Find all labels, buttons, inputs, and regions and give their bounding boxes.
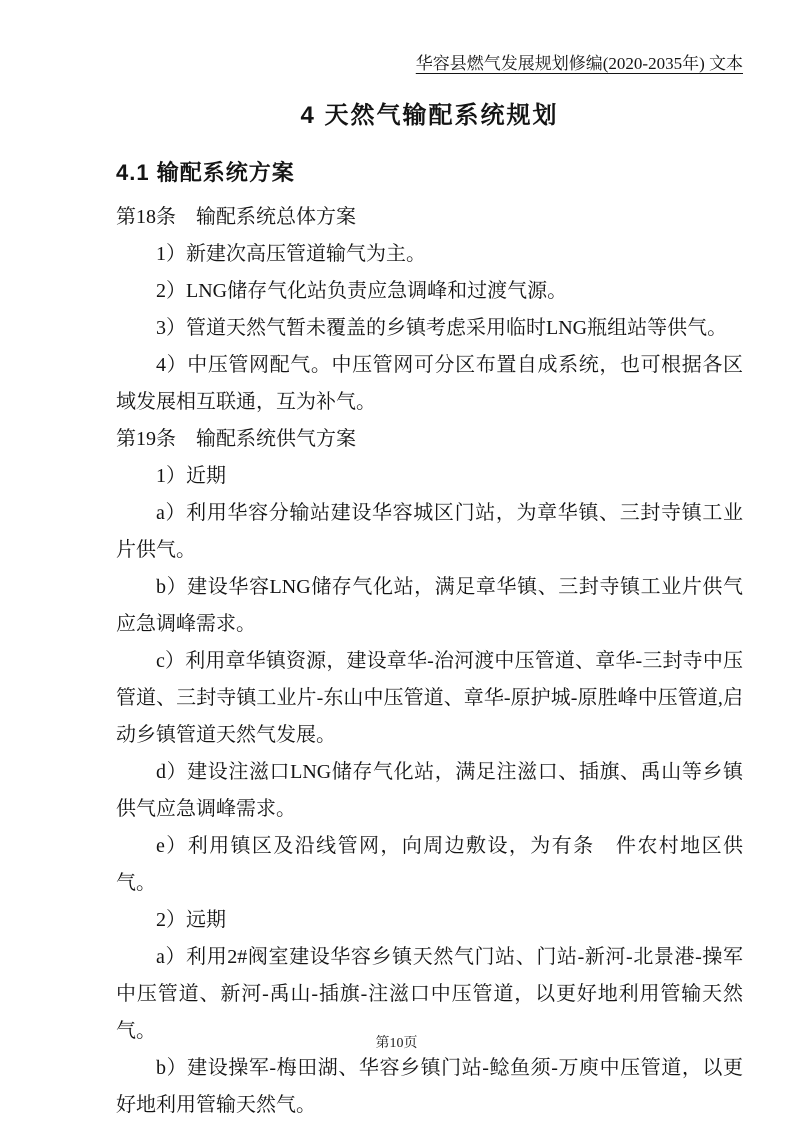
paragraph: c）利用章华镇资源，建设章华-治河渡中压管道、章华-三封寺中压管道、三封寺镇工业片-东山中压管道、章华-原护城-原胜峰中压管道,启动乡镇管道天然气发展。 xyxy=(116,650,743,746)
paragraph: 3）管道天然气暂未覆盖的乡镇考虑采用临时LNG瓶组站等供气。 xyxy=(156,317,728,339)
page-number: 第10页 xyxy=(375,1036,418,1051)
paragraph: 2）LNG储存气化站负责应急调峰和过渡气源。 xyxy=(156,280,568,302)
paragraph: b）建设操军-梅田湖、华容乡镇门站-鲶鱼须-万庾中压管道，以更好地利用管输天然气。 xyxy=(116,1057,743,1116)
paragraph: e）利用镇区及沿线管网，向周边敷设，为有条 件农村地区供气。 xyxy=(116,835,743,894)
paragraph: a）利用2#阀室建设华容乡镇天然气门站、门站-新河-北景港-操军中压管道、新河-禹山-插旗-注滋口中压管道，以更好地利用管输天然气。 xyxy=(116,946,743,1042)
paragraph: b）建设华容LNG储存气化站，满足章华镇、三封寺镇工业片供气应急调峰需求。 xyxy=(116,576,743,635)
section-heading: 4.1 输配系统方案 xyxy=(116,160,295,185)
document-header-text: 华容县燃气发展规划修编(2020-2035年) 文本 xyxy=(415,54,743,73)
paragraph: d）建设注滋口LNG储存气化站，满足注滋口、插旗、禹山等乡镇供气应急调峰需求。 xyxy=(116,761,743,820)
page-title: 4 天然气输配系统规划 xyxy=(300,102,559,129)
paragraph: 第19条 输配系统供气方案 xyxy=(116,428,356,450)
paragraph: 第18条 输配系统总体方案 xyxy=(116,206,356,228)
paragraph: a）利用华容分输站建设华容城区门站，为章华镇、三封寺镇工业片供气。 xyxy=(116,502,743,561)
paragraph: 1）新建次高压管道输气为主。 xyxy=(156,243,426,265)
paragraph: 4）中压管网配气。中压管网可分区布置自成系统，也可根据各区域发展相互联通，互为补气。 xyxy=(116,354,743,413)
document-header xyxy=(116,52,743,76)
paragraph: 2）远期 xyxy=(156,909,226,931)
paragraph: 1）近期 xyxy=(156,465,226,487)
document-body xyxy=(116,199,743,1122)
document-content xyxy=(116,0,743,1122)
